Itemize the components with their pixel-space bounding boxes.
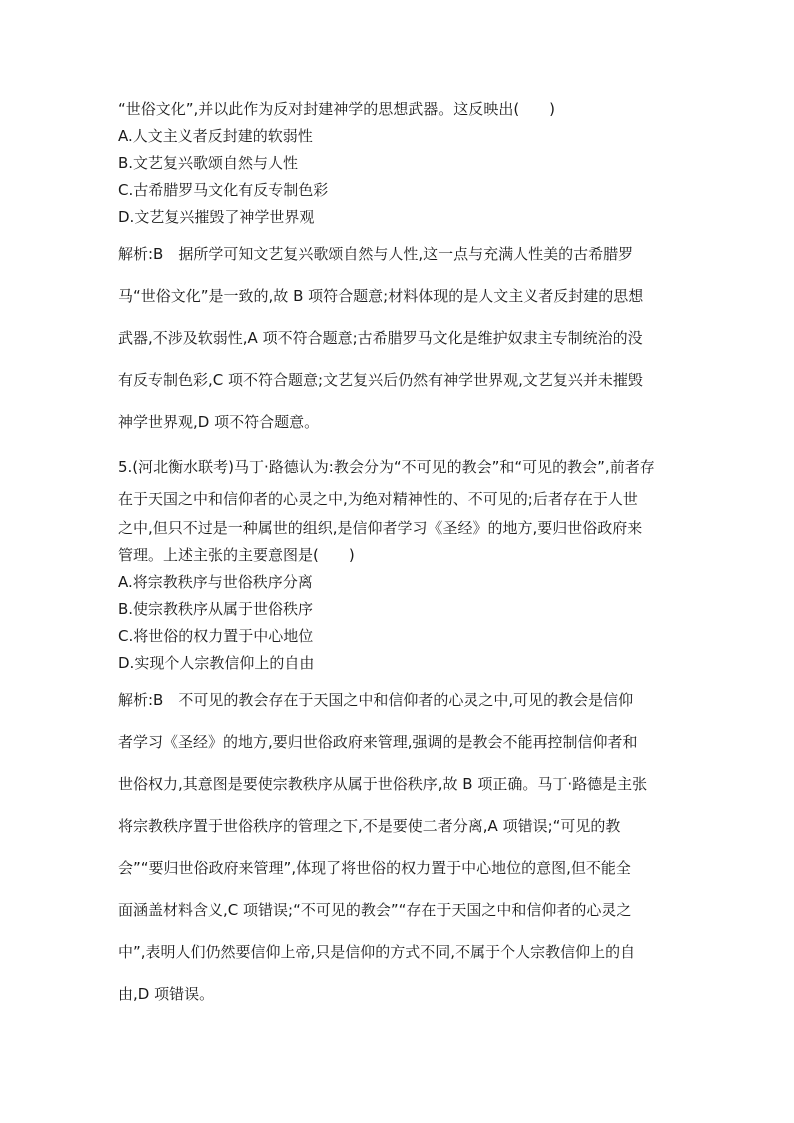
q5-option-c: C.将世俗的权力置于中心地位	[118, 627, 314, 645]
q5-stem-line: 之中,但只不过是一种属世的组织,是信仰者学习《圣经》的地方,要归世俗政府来	[118, 519, 643, 537]
q4-option-a: A.人文主义者反封建的软弱性	[118, 127, 313, 145]
q5-option-d: D.实现个人宗教信仰上的自由	[118, 654, 315, 672]
q5-analysis-line: 解析:B 不可见的教会存在于天国之中和信仰者的心灵之中,可见的教会是信仰	[118, 691, 634, 709]
q5-analysis-line: 中”,表明人们仍然要信仰上帝,只是信仰的方式不同,不属于个人宗教信仰上的自	[118, 943, 636, 961]
q4-analysis-line: 马“世俗文化”是一致的,故 B 项符合题意;材料体现的是人文主义者反封建的思想	[118, 287, 644, 305]
q5-analysis-line: 者学习《圣经》的地方,要归世俗政府来管理,强调的是教会不能再控制信仰者和	[118, 733, 638, 751]
q5-option-b: B.使宗教秩序从属于世俗秩序	[118, 600, 314, 618]
q5-analysis-line: 将宗教秩序置于世俗秩序的管理之下,不是要使二者分离,A 项错误;“可见的教	[118, 817, 621, 835]
q5-analysis-line: 面涵盖材料含义,C 项错误;“不可见的教会”“存在于天国之中和信仰者的心灵之	[118, 901, 632, 919]
q4-analysis-line: 神学世界观,D 项不符合题意。	[118, 413, 320, 431]
q5-stem-line: 在于天国之中和信仰者的心灵之中,为绝对精神性的、不可见的;后者存在于人世	[118, 490, 638, 508]
q5-analysis	[118, 679, 678, 1015]
q5-analysis-line: 会”“要归世俗政府来管理”,体现了将世俗的权力置于中心地位的意图,但不能全	[118, 859, 631, 877]
q4-analysis-line: 有反专制色彩,C 项不符合题意;文艺复兴后仍然有神学世界观,文艺复兴并未摧毁	[118, 371, 643, 389]
question-4	[118, 96, 678, 443]
document-page	[118, 96, 678, 1015]
q4-stem-tail: “世俗文化”,并以此作为反对封建神学的思想武器。这反映出( )	[118, 100, 556, 118]
q4-analysis-line: 武器,不涉及软弱性,A 项不符合题意;古希腊罗马文化是维护奴隶主专制统治的没	[118, 329, 643, 347]
q4-option-b: B.文艺复兴歌颂自然与人性	[118, 154, 299, 172]
q4-option-d: D.文艺复兴摧毁了神学世界观	[118, 208, 315, 226]
q5-analysis-line: 由,D 项错误。	[118, 985, 215, 1003]
q5-stem-line: 管理。上述主张的主要意图是( )	[118, 546, 355, 564]
question-5	[118, 451, 678, 1015]
q4-analysis	[118, 233, 678, 443]
q4-option-c: C.古希腊罗马文化有反专制色彩	[118, 181, 329, 199]
q4-analysis-line: 解析:B 据所学可知文艺复兴歌颂自然与人性,这一点与充满人性美的古希腊罗	[118, 245, 634, 263]
q5-option-a: A.将宗教秩序与世俗秩序分离	[118, 573, 313, 591]
q5-stem-line: 5.(河北衡水联考)马丁·路德认为:教会分为“不可见的教会”和“可见的教会”,前者存	[118, 458, 655, 476]
q5-analysis-line: 世俗权力,其意图是要使宗教秩序从属于世俗秩序,故 B 项正确。马丁·路德是主张	[118, 775, 648, 793]
